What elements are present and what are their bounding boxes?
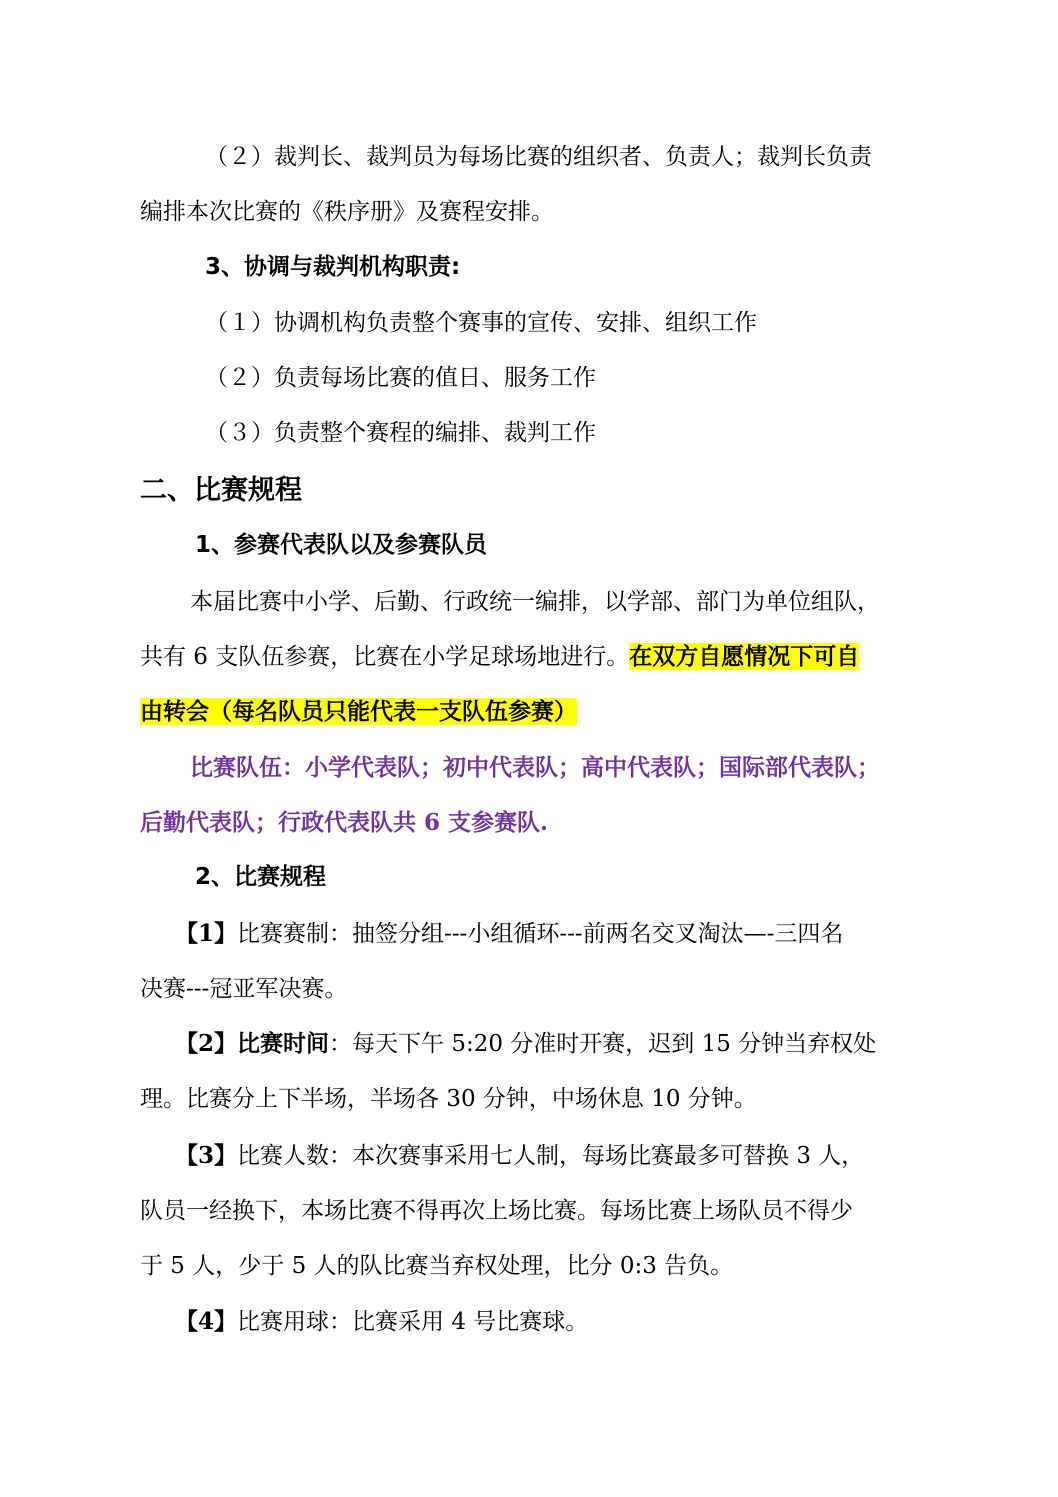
subheading-competition-rules: 2、比赛规程	[195, 864, 327, 890]
rule-3-label: 【3】	[175, 1142, 238, 1169]
rule-1-label: 【1】	[175, 920, 238, 947]
paragraph-referee-line2: 编排本次比赛的《秩序册》及赛程安排。	[140, 199, 554, 225]
rule-4-line1	[175, 1305, 965, 1339]
paragraph-teams-line2-text: 共有 6 支队伍参赛，比赛在小学足球场地进行。	[140, 644, 630, 670]
team-list-line1: 比赛队伍：小学代表队；初中代表队；高中代表队；国际部代表队；	[190, 754, 880, 781]
list-item-coordination-3: （３）负责整个赛程的编排、裁判工作	[205, 420, 596, 446]
rule-4-label: 【4】	[175, 1308, 238, 1335]
highlighted-transfer-note-part2: 由转会（每名队员只能代表一支队伍参赛）	[140, 698, 577, 725]
rule-3-line1	[175, 1139, 965, 1173]
rule-2-line2: 理。比赛分上下半场，半场各 30 分钟，中场休息 10 分钟。	[140, 1086, 757, 1112]
paragraph-teams-line2	[140, 640, 930, 674]
paragraph-teams-line3	[140, 695, 930, 729]
rule-3-line3: 于 5 人，少于 5 人的队比赛当弃权处理，比分 0:3 告负。	[140, 1253, 734, 1279]
rule-2-line1	[175, 1027, 965, 1061]
rule-1-line1	[175, 917, 965, 951]
rule-4-text: 比赛用球：比赛采用 4 号比赛球。	[237, 1309, 589, 1335]
heading-coordination-duties: 3、协调与裁判机构职责:	[205, 254, 461, 280]
highlighted-transfer-note-part1: 在双方自愿情况下可自	[629, 643, 860, 670]
paragraph-referee-line1: （２）裁判长、裁判员为每场比赛的组织者、负责人；裁判长负责	[205, 144, 872, 170]
rule-3-line2: 队员一经换下，本场比赛不得再次上场比赛。每场比赛上场队员不得少	[140, 1198, 853, 1224]
rule-3-text: 比赛人数：本次赛事采用七人制，每场比赛最多可替换 3 人，	[237, 1143, 865, 1169]
list-item-coordination-1: （１）协调机构负责整个赛事的宣传、安排、组织工作	[205, 310, 757, 336]
rule-2-text: ：每天下午 5:20 分准时开赛，迟到 15 分钟当弃权处	[329, 1031, 877, 1057]
team-list-line2: 后勤代表队；行政代表队共 6 支参赛队.	[140, 809, 549, 836]
list-item-coordination-2: （２）负责每场比赛的值日、服务工作	[205, 365, 596, 391]
rule-1-line2: 决赛---冠亚军决赛。	[140, 976, 348, 1002]
subheading-teams-and-players: 1、参赛代表队以及参赛队员	[195, 532, 488, 558]
paragraph-teams-line1: 本届比赛中小学、后勤、行政统一编排，以学部、部门为单位组队，	[190, 589, 880, 615]
rule-2-label: 【2】比赛时间	[175, 1030, 330, 1057]
rule-1-text: 比赛赛制：抽签分组---小组循环---前两名交叉淘汰—-三四名	[237, 921, 844, 947]
section-title-competition-rules: 二、比赛规程	[140, 475, 302, 506]
